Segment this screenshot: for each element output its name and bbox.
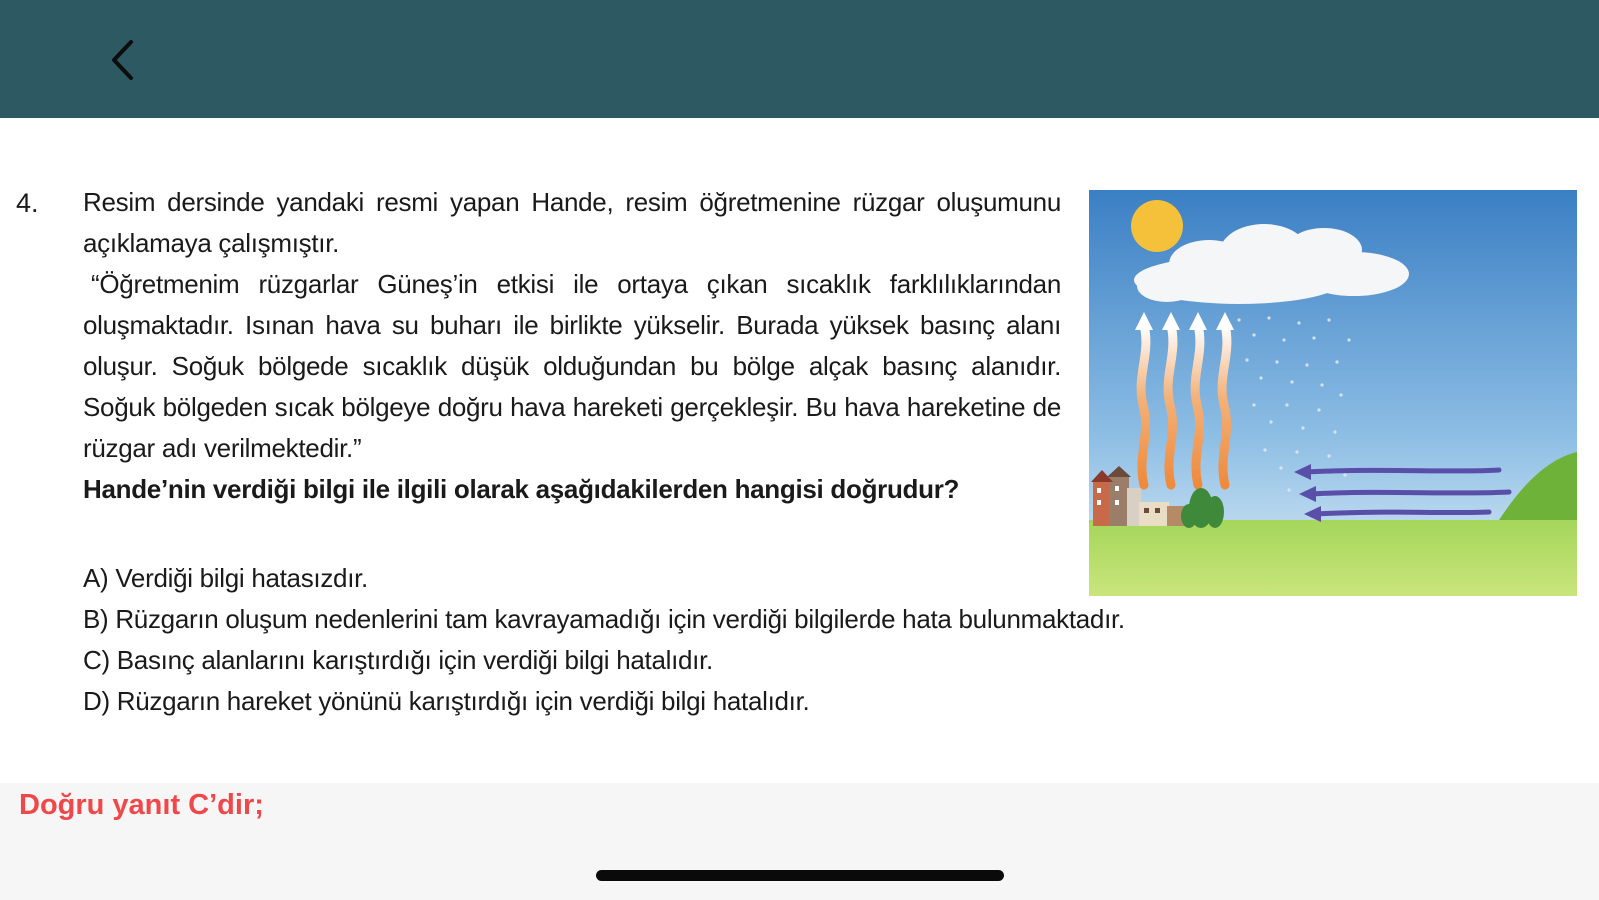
option-d[interactable]: D) Rüzgarın hareket yönünü karıştırdığı için verdiği bilgi hatalıdır. [83, 686, 810, 716]
chevron-left-icon [107, 38, 137, 82]
sun [1131, 200, 1183, 252]
question-prompt: Hande’nin verdiği bilgi ile ilgili olarak aşağıdakilerden hangisi doğrudur? [83, 474, 960, 504]
question-number: 4. [16, 188, 39, 218]
question-image-area [0, 118, 1599, 783]
option-a[interactable]: A) Verdiği bilgi hatasızdır. [83, 563, 368, 593]
top-navigation-bar [0, 0, 1599, 118]
correct-answer-label: Doğru yanıt C’dir; [19, 789, 264, 821]
answer-section [0, 783, 1599, 900]
back-button[interactable] [100, 34, 144, 86]
question-text [83, 182, 1061, 510]
wind-formation-illustration [1089, 190, 1577, 596]
ground [1089, 520, 1577, 596]
question-quote: “Öğretmenim rüzgarlar Güneş’in etkisi ile ortaya çıkan sıcaklık farklılıklarından oluşmaktadır. Isınan hava su buharı ile birlikte yükselir. Burada yüksek basınç alanı oluşur. Soğuk bölgede sıcaklık düşük olduğundan bu bölge alçak basınç alanıdır. Soğuk bölgeden sıcak bölgeye doğru hava hareketi gerçekleşir. Bu hava hareketine de rüzgar adı verilmektedir.” [83, 269, 1061, 463]
option-b[interactable]: B) Rüzgarın oluşum nedenlerini tam kavrayamadığı için verdiği bilgilerde hata bulunmaktadır. [83, 604, 1125, 634]
home-indicator[interactable] [596, 870, 1004, 881]
question-intro: Resim dersinde yandaki resmi yapan Hande, resim öğretmenine rüzgar oluşumunu açıklamaya çalışmıştır. [83, 187, 1061, 258]
option-c[interactable]: C) Basınç alanlarını karıştırdığı için verdiği bilgi hatalıdır. [83, 645, 713, 675]
